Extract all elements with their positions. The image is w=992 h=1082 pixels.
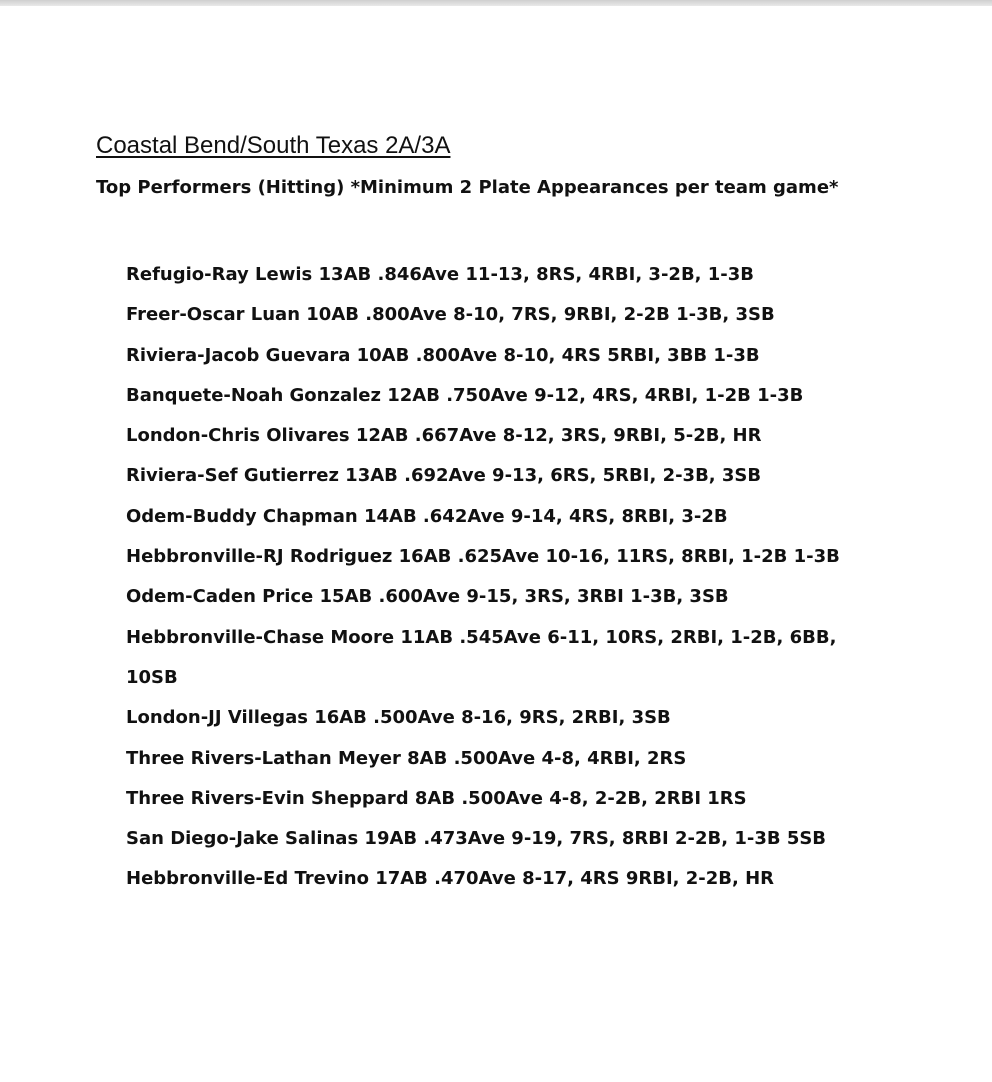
list-item: Banquete-Noah Gonzalez 12AB .750Ave 9-12, 4RS, 4RBI, 1-2B 1-3B — [126, 384, 804, 406]
list-item: Refugio-Ray Lewis 13AB .846Ave 11-13, 8RS, 4RBI, 3-2B, 1-3B — [126, 264, 755, 285]
list-item: San Diego-Jake Salinas 19AB .473Ave 9-19, 7RS, 8RBI 2-2B, 1-3B 5SB — [126, 828, 827, 850]
list-item: Odem-Buddy Chapman 14AB .642Ave 9-14, 4RS, 8RBI, 3-2B — [126, 505, 728, 527]
list-item: Hebbronville-Chase Moore 11AB .545Ave 6-11, 10RS, 2RBI, 1-2B, 6BB, — [126, 626, 837, 648]
list-item: 10SB — [126, 666, 178, 688]
window-top-border — [0, 0, 992, 6]
list-item: Hebbronville-RJ Rodriguez 16AB .625Ave 10-16, 11RS, 8RBI, 1-2B 1-3B — [126, 546, 840, 568]
list-item: Freer-Oscar Luan 10AB .800Ave 8-10, 7RS, 9RBI, 2-2B 1-3B, 3SB — [126, 304, 775, 326]
list-item: Three Rivers-Lathan Meyer 8AB .500Ave 4-8, 4RBI, 2RS — [126, 747, 687, 769]
performer-list — [126, 255, 886, 900]
list-item: Riviera-Jacob Guevara 10AB .800Ave 8-10, 4RS 5RBI, 3BB 1-3B — [126, 344, 760, 366]
list-item: Three Rivers-Evin Sheppard 8AB .500Ave 4-8, 2-2B, 2RBI 1RS — [126, 787, 747, 809]
list-item: Riviera-Sef Gutierrez 13AB .692Ave 9-13, 6RS, 5RBI, 2-3B, 3SB — [126, 465, 762, 487]
list-item: London-JJ Villegas 16AB .500Ave 8-16, 9RS, 2RBI, 3SB — [126, 707, 671, 729]
list-item: London-Chris Olivares 12AB .667Ave 8-12, 3RS, 9RBI, 5-2B, HR — [126, 425, 762, 447]
list-item: Hebbronville-Ed Trevino 17AB .470Ave 8-17, 4RS 9RBI, 2-2B, HR — [126, 868, 775, 890]
document-title: Coastal Bend/South Texas 2A/3A — [96, 132, 451, 159]
list-item: Odem-Caden Price 15AB .600Ave 9-15, 3RS, 3RBI 1-3B, 3SB — [126, 586, 729, 608]
document-subtitle: Top Performers (Hitting) *Minimum 2 Plate Appearances per team game* — [96, 177, 839, 198]
